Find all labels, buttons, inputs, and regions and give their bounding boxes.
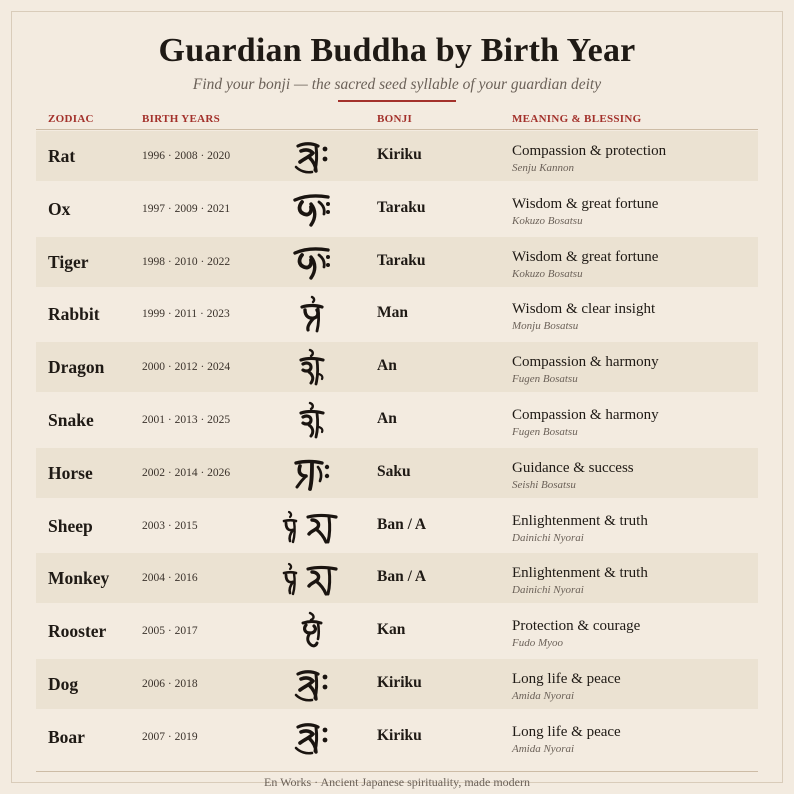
zodiac-name: Rat [48,146,76,166]
deity-name: Kokuzo Bosatsu [512,267,583,280]
ban-a-glyph-icon [262,559,362,597]
deity-name: Amida Nyorai [512,689,575,702]
an-glyph-icon [262,401,362,439]
bonji-name: Ban / A [377,568,427,586]
meaning-blessing: Compassion & protection [512,143,667,159]
meaning-blessing: Wisdom & great fortune [512,248,659,265]
deity-name: Fugen Bosatsu [512,425,578,438]
guardian-table [36,131,758,765]
deity-name: Seishi Bosatsu [512,478,576,491]
birth-years: 1999 · 2011 · 2023 [142,308,230,321]
table-row-dragon [36,342,758,392]
birth-years: 2004 · 2016 [142,572,198,585]
saku-glyph-icon [262,454,362,492]
zodiac-name: Sheep [48,515,93,536]
birth-years: 2001 · 2013 · 2025 [142,413,231,426]
deity-name: Dainichi Nyorai [512,531,584,544]
zodiac-name: Monkey [48,568,110,589]
meaning-blessing: Enlightenment & truth [512,565,648,582]
table-row-rat [36,131,758,181]
ban-a-glyph-icon [262,507,362,545]
kiriku-glyph-icon [262,137,362,175]
table-header [36,113,758,127]
page-title: Guardian Buddha by Birth Year [158,32,636,69]
meaning-blessing: Long life & peace [512,670,621,687]
footer-credit: En Works · Ancient Japanese spirituality, made modern [264,775,530,789]
table-row-rabbit [36,289,758,339]
kiriku-glyph-icon [262,718,362,756]
taraku-glyph-icon [262,190,362,228]
table-row-ox [36,184,758,234]
birth-years: 1997 · 2009 · 2021 [142,202,231,215]
bonji-name: An [377,409,397,427]
zodiac-name: Rooster [48,621,107,642]
page-subtitle: Find your bonji — the sacred seed syllable of your guardian deity [192,76,602,93]
zodiac-name: Ox [48,198,71,219]
meaning-blessing: Long life & peace [512,723,621,740]
man-glyph-icon [262,295,362,333]
birth-years: 2005 · 2017 [142,625,198,638]
bonji-name: An [377,357,397,375]
zodiac-name: Tiger [48,251,89,272]
column-header-meaning: MEANING & BLESSING [512,113,642,125]
table-row-snake [36,395,758,445]
meaning-blessing: Compassion & harmony [512,406,659,423]
birth-years: 2002 · 2014 · 2026 [142,466,231,479]
column-header-birth-years: BIRTH YEARS [142,113,220,125]
birth-years: 1998 · 2010 · 2022 [142,255,231,268]
bonji-name: Saku [377,462,411,480]
kan-glyph-icon [262,612,362,650]
deity-name: Kokuzo Bosatsu [512,214,583,227]
bonji-name: Ban / A [377,515,427,533]
bonji-name: Taraku [377,251,426,269]
zodiac-name: Dragon [48,357,105,378]
meaning-blessing: Wisdom & clear insight [512,301,656,318]
deity-name: Amida Nyorai [512,742,575,755]
column-header-zodiac: ZODIAC [48,113,94,125]
zodiac-name: Boar [48,726,85,747]
deity-name: Fudo Myoo [512,637,564,650]
bonji-name: Kiriku [377,673,422,691]
meaning-blessing: Enlightenment & truth [512,512,648,529]
taraku-glyph-icon [262,243,362,281]
kiriku-glyph-icon [262,665,362,703]
header-divider [36,129,758,130]
zodiac-name: Dog [48,673,79,694]
table-row-dog [36,659,758,709]
bonji-name: Man [377,304,408,322]
table-row-sheep [36,501,758,551]
deity-name: Fugen Bosatsu [512,373,578,386]
bonji-name: Kiriku [377,146,422,163]
birth-years: 2007 · 2019 [142,730,198,743]
meaning-blessing: Compassion & harmony [512,354,659,371]
bonji-name: Kan [377,621,406,639]
table-row-monkey [36,553,758,603]
birth-years: 1996 · 2008 · 2020 [142,150,231,162]
bonji-name: Taraku [377,198,426,216]
deity-name: Dainichi Nyorai [512,584,584,597]
table-row-boar [36,712,758,762]
meaning-blessing: Guidance & success [512,459,634,476]
meaning-blessing: Wisdom & great fortune [512,195,659,212]
birth-years: 2000 · 2012 · 2024 [142,361,231,374]
accent-divider [338,100,456,102]
table-row-rooster [36,606,758,656]
table-row-horse [36,448,758,498]
footer-divider [36,771,758,772]
birth-years: 2003 · 2015 [142,519,198,532]
bonji-name: Kiriku [377,726,422,744]
birth-years: 2006 · 2018 [142,677,198,690]
an-glyph-icon [262,348,362,386]
meaning-blessing: Protection & courage [512,618,641,635]
zodiac-name: Horse [48,462,93,483]
column-header-bonji: BONJI [377,113,413,125]
table-row-tiger [36,237,758,287]
deity-name: Monju Bosatsu [512,320,579,333]
zodiac-name: Rabbit [48,304,100,325]
zodiac-name: Snake [48,409,94,430]
deity-name: Senju Kannon [512,162,575,174]
